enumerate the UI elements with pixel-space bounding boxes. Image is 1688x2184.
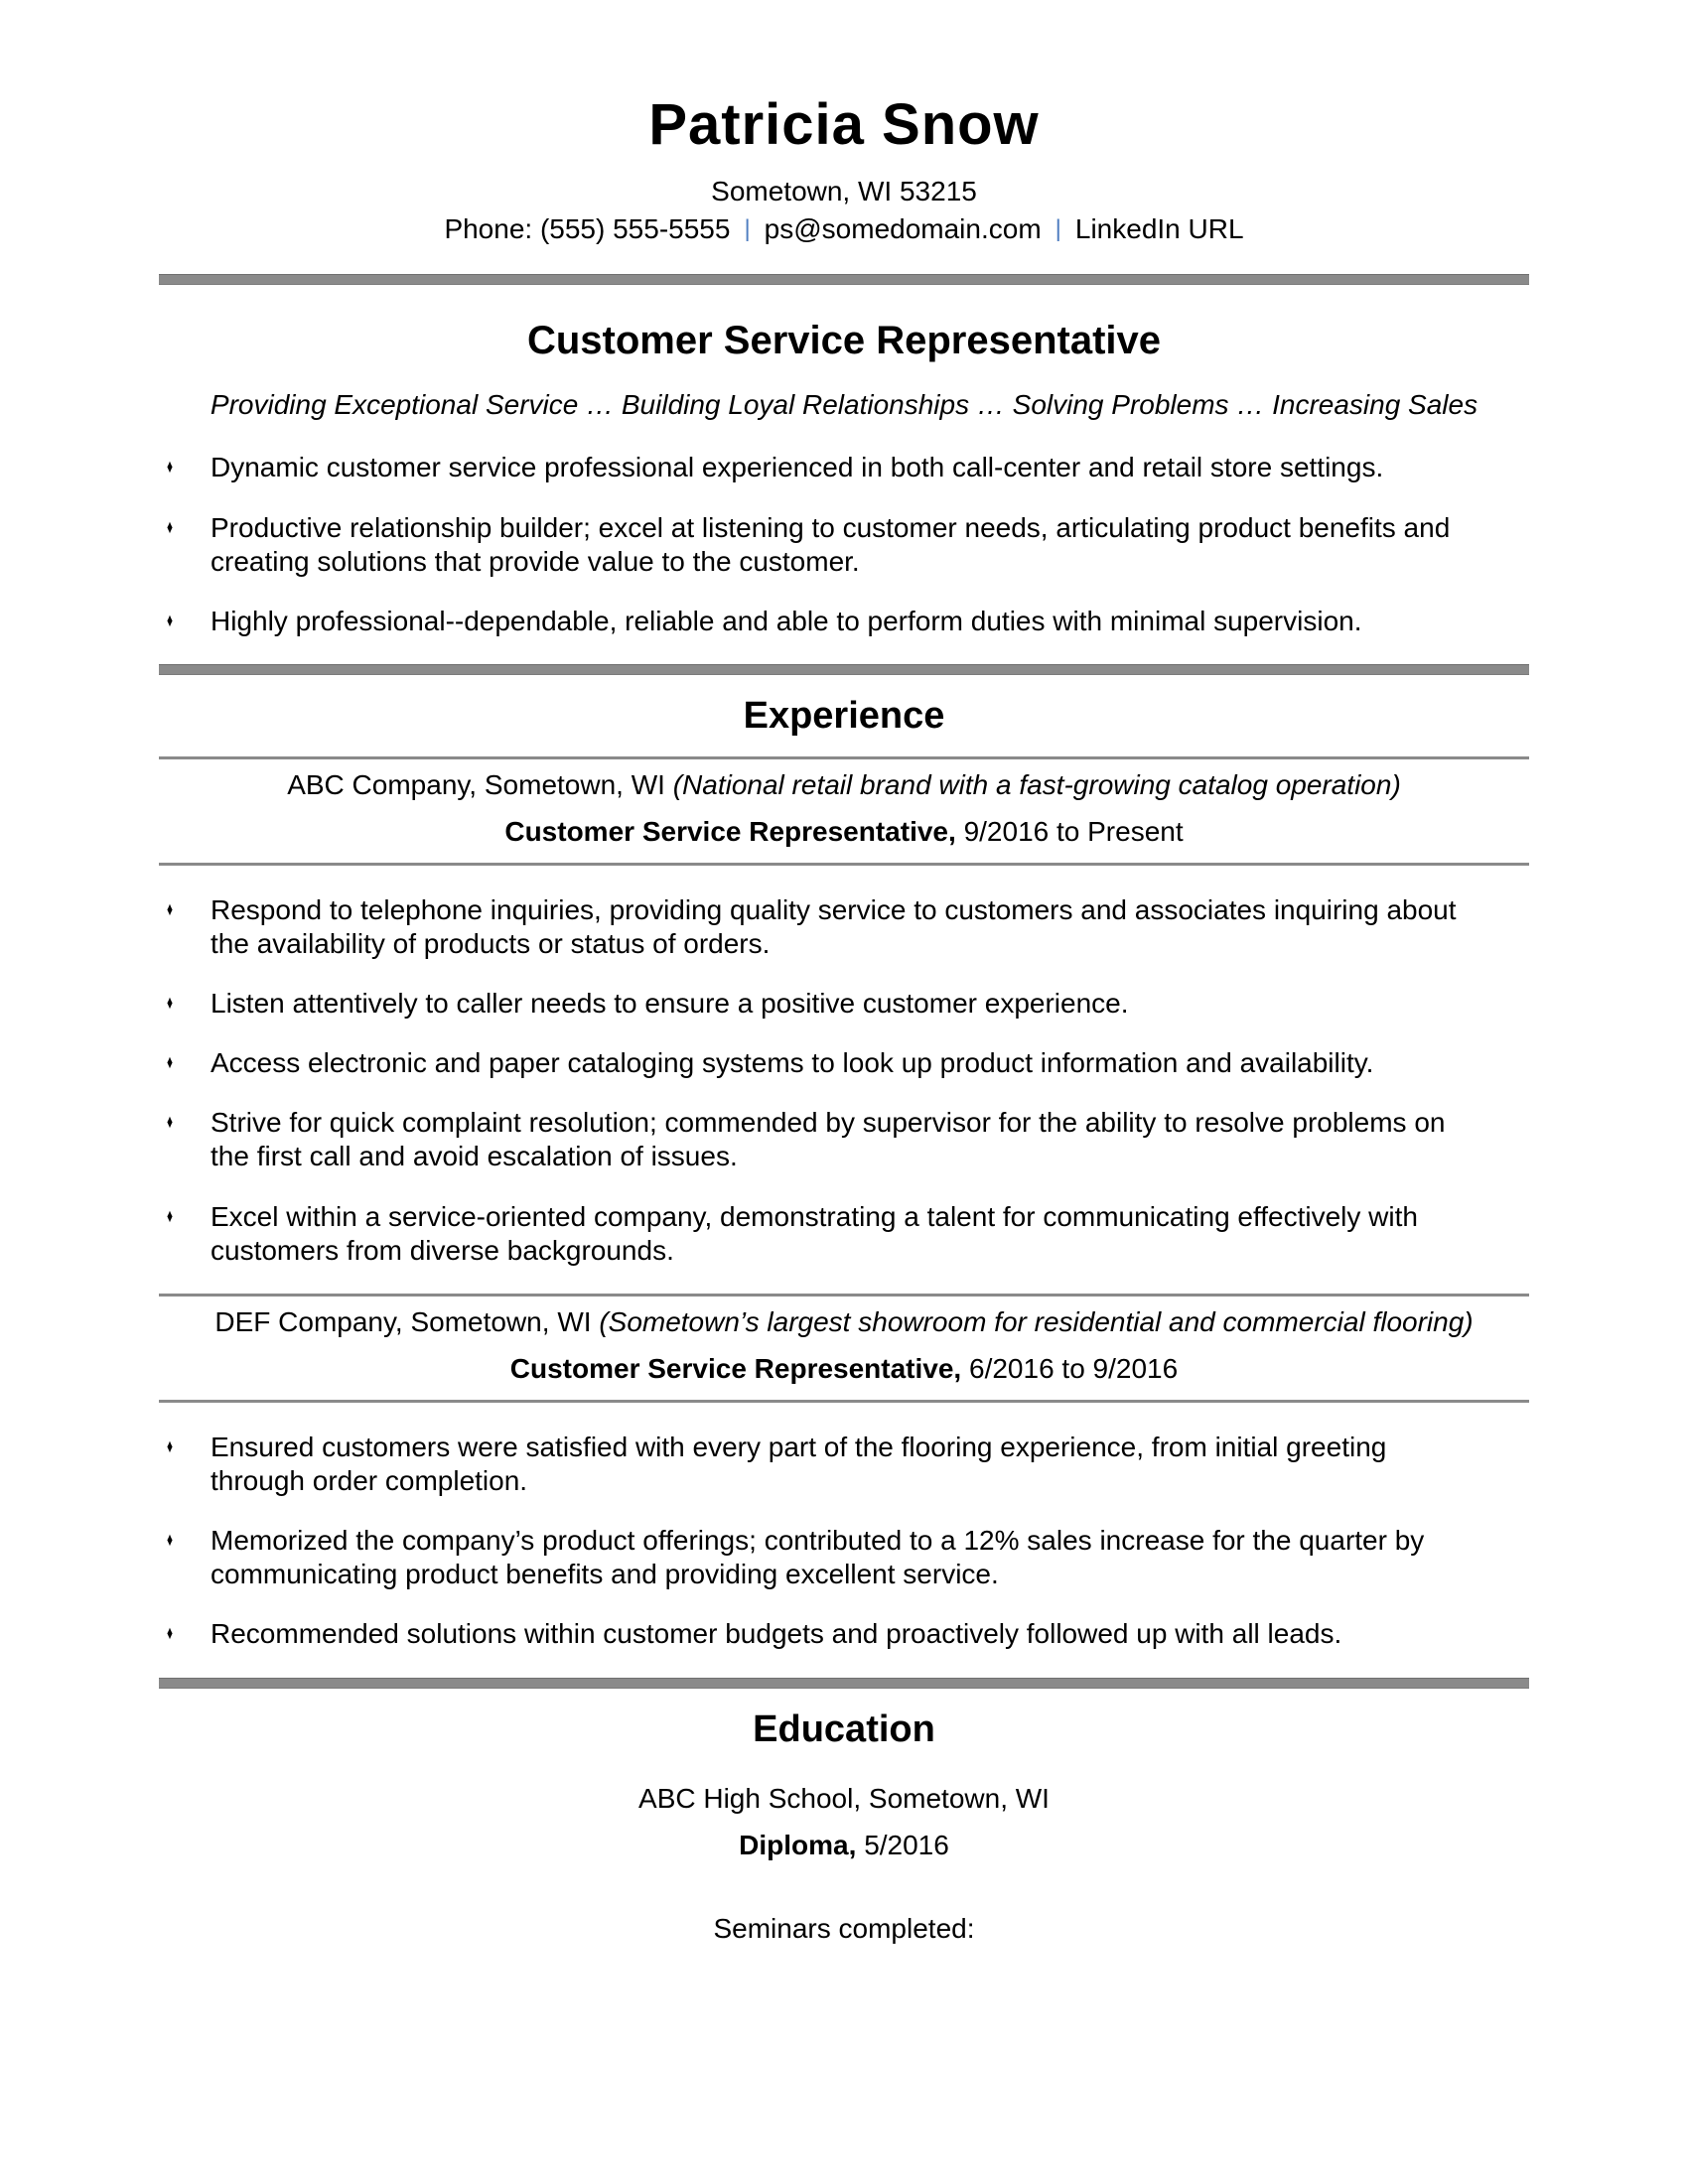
school-line: ABC High School, Sometown, WI [638,1783,1050,1815]
tagline: Providing Exceptional Service … Building Loyal Relationships … Solving Problems … Increasing Sales [210,388,1478,420]
bullet-text: Respond to telephone inquiries, providing quality service to customers and associates inquiring about the availability of products or status of orders. [211,893,1457,959]
company-note: (Sometown’s largest showroom for residential and commercial flooring) [599,1305,1474,1337]
job-title-line [159,814,1529,851]
degree-date: 5/2016 [864,1829,949,1860]
seminars-label: Seminars completed: [713,1913,975,1945]
bullet-item [167,893,1458,961]
bullet-item [167,1431,1458,1498]
bullet-item [167,511,1458,579]
diamond-bullet-icon: ♦ [167,1623,174,1645]
bullet-text: Dynamic customer service professional experienced in both call-center and retail store settings. [211,452,1384,483]
job-dates: 9/2016 to Present [963,815,1184,847]
profile-section [159,319,1529,638]
bullet-text: Listen attentively to caller needs to ensure a positive customer experience. [211,988,1129,1019]
bullet-text: Excel within a service-oriented company, demonstrating a talent for communicating effectively with customers from diverse backgrounds. [211,1200,1418,1266]
experience-heading: Experience [743,695,945,738]
summary-bullet-list [159,451,1529,638]
resume-title: Customer Service Representative [526,318,1162,362]
divider-thin [159,1400,1529,1403]
diamond-bullet-icon: ♦ [167,898,174,920]
bullet-item [167,1106,1458,1173]
pipe-separator-icon: | [744,215,751,243]
bullet-text: Recommended solutions within customer budgets and proactively followed up with all leads. [211,1618,1342,1650]
bullet-text: Highly professional--dependable, reliable and able to perform duties with minimal supervision. [211,605,1362,636]
job-title-line [159,1351,1529,1388]
diamond-bullet-icon: ♦ [167,1205,174,1227]
bullet-text: Ensured customers were satisfied with every part of the flooring experience, from initial greeting through order completion. [211,1431,1387,1496]
company-note: (National retail brand with a fast-growing catalog operation) [672,768,1401,800]
email-text: ps@somedomain.com [764,213,1042,245]
job-title: Customer Service Representative, [509,1352,962,1384]
divider-thick [159,274,1529,285]
diamond-bullet-icon: ♦ [167,993,174,1014]
diamond-bullet-icon: ♦ [167,516,174,538]
location-line: Sometown, WI 53215 [711,175,977,206]
company-line [199,1304,1489,1341]
header [159,92,1529,248]
bullet-item [167,1200,1458,1268]
job-bullet-list-def [159,1431,1529,1652]
experience-section [159,695,1529,1652]
company-name: DEF Company, Sometown, WI [214,1305,592,1337]
diamond-bullet-icon: ♦ [167,1112,174,1134]
education-section [159,1708,1529,1948]
pipe-separator-icon: | [1055,215,1061,243]
job-title: Customer Service Representative, [504,815,956,847]
phone-text: Phone: (555) 555-5555 [444,213,731,245]
contact-line [159,211,1529,247]
job-header-abc [159,759,1529,863]
job-dates: 6/2016 to 9/2016 [969,1352,1179,1384]
degree-line [159,1828,1529,1863]
divider-thick [159,664,1529,675]
company-line [199,767,1489,804]
bullet-item [167,1524,1458,1591]
bullet-item [167,1046,1458,1080]
diamond-bullet-icon: ♦ [167,1052,174,1074]
diamond-bullet-icon: ♦ [167,1530,174,1552]
bullet-text: Memorized the company’s product offerings; contributed to a 12% sales increase for the quarter by communicating product benefits and providing excellent service. [211,1525,1425,1590]
degree-name: Diploma, [739,1829,857,1860]
divider-thin [159,863,1529,866]
diamond-bullet-icon: ♦ [167,1435,174,1457]
bullet-item [167,987,1458,1021]
education-heading: Education [753,1707,935,1750]
bullet-item [167,1617,1458,1651]
company-name: ABC Company, Sometown, WI [287,768,665,800]
bullet-item [167,451,1458,484]
job-bullet-list-abc [159,893,1529,1268]
linkedin-text: LinkedIn URL [1074,213,1244,245]
divider-thick [159,1678,1529,1689]
diamond-bullet-icon: ♦ [167,457,174,478]
bullet-item [167,605,1458,638]
bullet-text: Access electronic and paper cataloging systems to look up product information and availability. [211,1047,1374,1079]
bullet-text: Productive relationship builder; excel at listening to customer needs, articulating product benefits and creating solutions that provide value to the customer. [211,511,1451,577]
diamond-bullet-icon: ♦ [167,610,174,631]
bullet-text: Strive for quick complaint resolution; commended by supervisor for the ability to resolve problems on the first call and avoid escalation of issues. [211,1107,1446,1172]
person-name: Patricia Snow [648,92,1040,157]
job-header-def [159,1297,1529,1400]
